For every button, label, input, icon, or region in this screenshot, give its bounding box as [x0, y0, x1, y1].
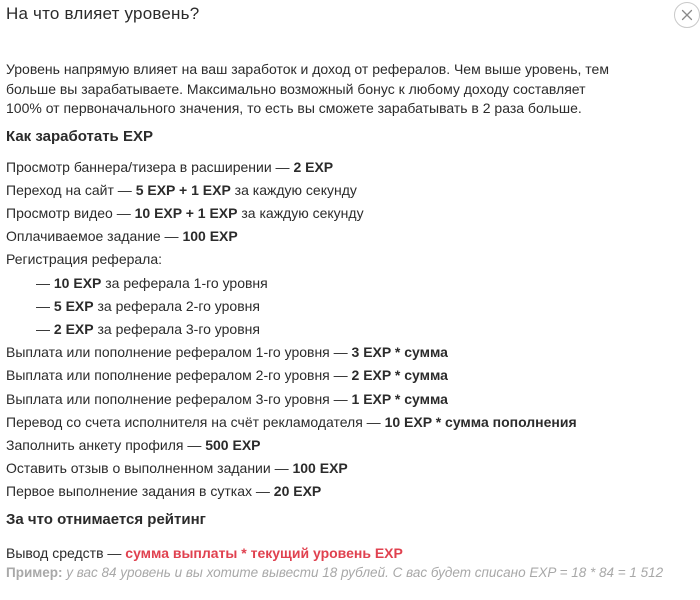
example-label: Пример: — [6, 564, 63, 580]
earn-exp-item-amount: 10 EXP + 1 EXP — [134, 204, 238, 221]
earn-exp-item-text: Оплачиваемое задание — — [6, 228, 183, 245]
earn-exp-item-amount: 10 EXP * сумма пополнения — [384, 413, 577, 430]
earn-exp-item-text: — — [36, 320, 54, 337]
earn-exp-item — [6, 179, 700, 202]
earn-exp-item — [6, 364, 700, 387]
earn-exp-list — [6, 156, 700, 504]
earn-exp-item-amount: 5 EXP + 1 EXP — [135, 181, 231, 198]
earn-exp-item-amount: 2 EXP * сумма — [351, 367, 448, 384]
earn-exp-item-amount: 10 EXP — [53, 274, 102, 291]
earn-exp-item — [6, 341, 700, 364]
earn-exp-item-text: — — [36, 297, 54, 314]
earn-exp-item-amount: 3 EXP * сумма — [351, 344, 448, 361]
earn-exp-item-amount: 1 EXP * сумма — [351, 390, 448, 407]
earn-exp-item — [6, 318, 700, 341]
earn-exp-item-text: Первое выполнение задания в сутках — — [6, 483, 274, 500]
earn-exp-item — [6, 295, 700, 318]
earn-exp-item — [6, 225, 700, 248]
earn-exp-item — [6, 156, 700, 179]
earn-exp-item-amount: 2 EXP — [53, 320, 94, 337]
earn-exp-item-amount: 20 EXP — [273, 483, 322, 500]
earn-exp-item — [6, 388, 700, 411]
close-button[interactable] — [674, 2, 700, 28]
earn-exp-item-suffix: за каждую секунду — [230, 181, 357, 198]
intro-line: больше вы зарабатываете. Максимально возможный бонус к любому доходу составляет — [6, 80, 586, 97]
earn-exp-item-amount: 500 EXP — [205, 436, 261, 453]
earn-exp-item-text: Выплата или пополнение рефералом 1-го уровня — — [6, 344, 352, 361]
withdraw-rule — [6, 543, 700, 564]
earn-exp-item-text: Оставить отзыв о выполненном задании — — [6, 460, 293, 477]
earn-exp-item — [6, 457, 700, 480]
earn-exp-item-amount: 2 EXP — [293, 158, 334, 175]
earn-exp-item-suffix: за реферала 3-го уровня — [93, 320, 260, 337]
intro-line: 100% от первоначального значения, то есть вы сможете зарабатывать в 2 раза больше. — [6, 100, 582, 116]
intro-paragraph — [6, 60, 700, 119]
earn-exp-item-text: Перевод со счета исполнителя на счёт рекламодателя — — [6, 413, 385, 430]
earn-exp-item — [6, 480, 700, 503]
earn-exp-item — [6, 248, 700, 271]
earn-exp-item-amount: 100 EXP — [292, 460, 348, 477]
rating-loss-heading: За что отнимается рейтинг — [6, 510, 206, 528]
earn-exp-item-text: Выплата или пополнение рефералом 3-го уровня — — [6, 390, 352, 407]
earn-exp-item-suffix: за реферала 2-го уровня — [93, 297, 260, 314]
modal-title: На что влияет уровень? — [6, 4, 200, 23]
earn-exp-item-text: Переход на сайт — — [6, 181, 136, 198]
earn-exp-item — [6, 202, 700, 225]
earn-exp-item-suffix: за каждую секунду — [237, 204, 364, 221]
earn-exp-item-text: Просмотр видео — — [6, 204, 135, 221]
close-icon — [681, 9, 693, 21]
intro-line: Уровень напрямую влияет на ваш заработок и доход от рефералов. Чем выше уровень, тем — [6, 61, 609, 77]
example-text: у вас 84 уровень и вы хотите вывести 18 рублей. С вас будет списано EXP = 18 * 84 = 1 512 — [62, 564, 664, 580]
earn-exp-item-text: Заполнить анкету профиля — — [6, 436, 206, 453]
earn-exp-item — [6, 272, 700, 295]
earn-exp-item-text: Просмотр баннера/тизера в расширении — — [6, 158, 294, 175]
earn-exp-item — [6, 411, 700, 434]
earn-exp-item-suffix: за реферала 1-го уровня — [101, 274, 268, 291]
withdraw-example — [6, 564, 700, 582]
earn-exp-item-amount: 5 EXP — [53, 297, 94, 314]
earn-exp-item-text: Регистрация реферала: — [6, 251, 163, 268]
earn-exp-item-text: Выплата или пополнение рефералом 2-го уровня — — [6, 367, 352, 384]
modal-content — [6, 60, 700, 582]
withdraw-label: Вывод средств — — [6, 544, 126, 561]
earn-exp-item-amount: 100 EXP — [182, 228, 238, 245]
earn-exp-item-text: — — [36, 274, 54, 291]
earn-exp-heading: Как заработать EXP — [6, 127, 153, 145]
withdraw-formula: сумма выплаты * текущий уровень EXP — [125, 544, 403, 561]
earn-exp-item — [6, 434, 700, 457]
